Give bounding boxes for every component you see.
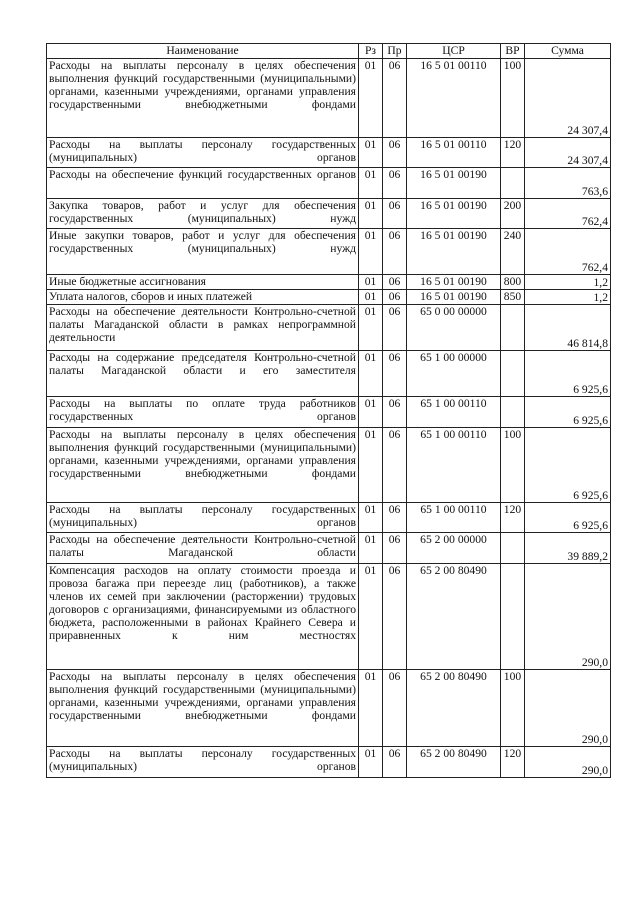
table-row xyxy=(47,275,611,290)
row-vr: 800 xyxy=(501,275,525,290)
table-row xyxy=(47,290,611,305)
table-row xyxy=(47,564,611,670)
row-vr: 200 xyxy=(501,199,525,229)
row-name: Расходы на выплаты по оплате труда работников государственных органов xyxy=(47,397,359,428)
row-csr: 65 1 00 00110 xyxy=(407,397,501,428)
row-sum: 24 307,4 xyxy=(525,138,611,168)
row-rz: 01 xyxy=(359,747,383,778)
row-pr: 06 xyxy=(383,351,407,397)
header-vr: ВР xyxy=(501,44,525,59)
row-csr: 16 5 01 00110 xyxy=(407,138,501,168)
row-csr: 16 5 01 00190 xyxy=(407,199,501,229)
row-pr: 06 xyxy=(383,290,407,305)
table-row xyxy=(47,503,611,533)
row-csr: 16 5 01 00190 xyxy=(407,290,501,305)
row-sum: 46 814,8 xyxy=(525,305,611,351)
row-vr xyxy=(501,397,525,428)
row-csr: 16 5 01 00190 xyxy=(407,275,501,290)
row-sum: 39 889,2 xyxy=(525,533,611,564)
row-rz: 01 xyxy=(359,564,383,670)
table-row xyxy=(47,168,611,199)
row-name: Расходы на обеспечение деятельности Контрольно-счетной палаты Магаданской области xyxy=(47,533,359,564)
row-rz: 01 xyxy=(359,670,383,747)
row-name: Компенсация расходов на оплату стоимости проезда и провоза багажа при переезде лиц (работников), а также членов их семей при заключении (расторжении) трудовых договоров с организациями, финансируемыми из областного бюджета, расположенными в районах Крайнего Севера и приравненных к ним местностях xyxy=(47,564,359,670)
row-vr xyxy=(501,533,525,564)
row-sum: 6 925,6 xyxy=(525,397,611,428)
row-sum: 6 925,6 xyxy=(525,428,611,503)
row-vr: 240 xyxy=(501,229,525,275)
row-csr: 16 5 01 00190 xyxy=(407,229,501,275)
row-sum: 763,6 xyxy=(525,168,611,199)
row-sum: 762,4 xyxy=(525,229,611,275)
table-row xyxy=(47,138,611,168)
row-csr: 65 1 00 00110 xyxy=(407,428,501,503)
row-rz: 01 xyxy=(359,199,383,229)
row-rz: 01 xyxy=(359,168,383,199)
row-rz: 01 xyxy=(359,305,383,351)
row-csr: 65 2 00 80490 xyxy=(407,747,501,778)
header-sum: Сумма xyxy=(525,44,611,59)
row-pr: 06 xyxy=(383,59,407,138)
row-pr: 06 xyxy=(383,533,407,564)
table-row xyxy=(47,533,611,564)
row-pr: 06 xyxy=(383,305,407,351)
header-csr: ЦСР xyxy=(407,44,501,59)
row-csr: 65 2 00 00000 xyxy=(407,533,501,564)
row-vr: 120 xyxy=(501,138,525,168)
row-vr xyxy=(501,305,525,351)
row-rz: 01 xyxy=(359,290,383,305)
row-sum: 24 307,4 xyxy=(525,59,611,138)
row-vr: 850 xyxy=(501,290,525,305)
row-csr: 65 0 00 00000 xyxy=(407,305,501,351)
table-row xyxy=(47,305,611,351)
row-csr: 65 2 00 80490 xyxy=(407,670,501,747)
row-vr xyxy=(501,168,525,199)
row-name: Расходы на выплаты персоналу государственных (муниципальных) органов xyxy=(47,138,359,168)
row-rz: 01 xyxy=(359,229,383,275)
table-row xyxy=(47,59,611,138)
row-pr: 06 xyxy=(383,275,407,290)
row-pr: 06 xyxy=(383,397,407,428)
header-rz: Рз xyxy=(359,44,383,59)
row-name: Расходы на выплаты персоналу государственных (муниципальных) органов xyxy=(47,747,359,778)
row-csr: 16 5 01 00110 xyxy=(407,59,501,138)
row-csr: 65 1 00 00000 xyxy=(407,351,501,397)
row-vr: 100 xyxy=(501,428,525,503)
row-csr: 65 2 00 80490 xyxy=(407,564,501,670)
table-header-row xyxy=(47,44,611,59)
row-rz: 01 xyxy=(359,275,383,290)
row-name: Расходы на выплаты персоналу в целях обеспечения выполнения функций государственными (муниципальными) органами, казенными учреждениями, органами управления государственными внебюджетными фондами xyxy=(47,428,359,503)
row-name: Уплата налогов, сборов и иных платежей xyxy=(47,290,359,305)
row-vr: 100 xyxy=(501,670,525,747)
header-name: Наименование xyxy=(47,44,359,59)
table-row xyxy=(47,199,611,229)
row-sum: 290,0 xyxy=(525,564,611,670)
row-pr: 06 xyxy=(383,229,407,275)
row-name: Расходы на обеспечение деятельности Контрольно-счетной палаты Магаданской области в рамках непрограммной деятельности xyxy=(47,305,359,351)
row-sum: 290,0 xyxy=(525,747,611,778)
row-vr: 100 xyxy=(501,59,525,138)
row-vr xyxy=(501,564,525,670)
row-sum: 1,2 xyxy=(525,290,611,305)
row-pr: 06 xyxy=(383,564,407,670)
row-rz: 01 xyxy=(359,351,383,397)
row-name: Закупка товаров, работ и услуг для обеспечения государственных (муниципальных) нужд xyxy=(47,199,359,229)
row-rz: 01 xyxy=(359,59,383,138)
table-row xyxy=(47,428,611,503)
row-sum: 6 925,6 xyxy=(525,351,611,397)
budget-table xyxy=(46,43,611,778)
row-sum: 762,4 xyxy=(525,199,611,229)
row-pr: 06 xyxy=(383,168,407,199)
row-csr: 16 5 01 00190 xyxy=(407,168,501,199)
row-pr: 06 xyxy=(383,138,407,168)
table-row xyxy=(47,397,611,428)
row-rz: 01 xyxy=(359,503,383,533)
row-rz: 01 xyxy=(359,138,383,168)
table-row xyxy=(47,229,611,275)
row-name: Расходы на выплаты персоналу в целях обеспечения выполнения функций государственными (муниципальными) органами, казенными учреждениями, органами управления государственными внебюджетными фондами xyxy=(47,670,359,747)
row-name: Иные закупки товаров, работ и услуг для обеспечения государственных (муниципальных) нужд xyxy=(47,229,359,275)
row-pr: 06 xyxy=(383,747,407,778)
row-name: Расходы на обеспечение функций государственных органов xyxy=(47,168,359,199)
row-vr: 120 xyxy=(501,747,525,778)
row-sum: 1,2 xyxy=(525,275,611,290)
row-vr xyxy=(501,351,525,397)
row-name: Расходы на выплаты персоналу в целях обеспечения выполнения функций государственными (муниципальными) органами, казенными учреждениями, органами управления государственными внебюджетными фондами xyxy=(47,59,359,138)
row-rz: 01 xyxy=(359,428,383,503)
row-pr: 06 xyxy=(383,503,407,533)
row-rz: 01 xyxy=(359,533,383,564)
row-name: Иные бюджетные ассигнования xyxy=(47,275,359,290)
table-row xyxy=(47,351,611,397)
table-row xyxy=(47,670,611,747)
row-name: Расходы на выплаты персоналу государственных (муниципальных) органов xyxy=(47,503,359,533)
table-row xyxy=(47,747,611,778)
row-rz: 01 xyxy=(359,397,383,428)
header-pr: Пр xyxy=(383,44,407,59)
row-vr: 120 xyxy=(501,503,525,533)
row-pr: 06 xyxy=(383,199,407,229)
row-name: Расходы на содержание председателя Контрольно-счетной палаты Магаданской области и его заместителя xyxy=(47,351,359,397)
row-sum: 290,0 xyxy=(525,670,611,747)
row-pr: 06 xyxy=(383,428,407,503)
row-sum: 6 925,6 xyxy=(525,503,611,533)
row-pr: 06 xyxy=(383,670,407,747)
row-csr: 65 1 00 00110 xyxy=(407,503,501,533)
